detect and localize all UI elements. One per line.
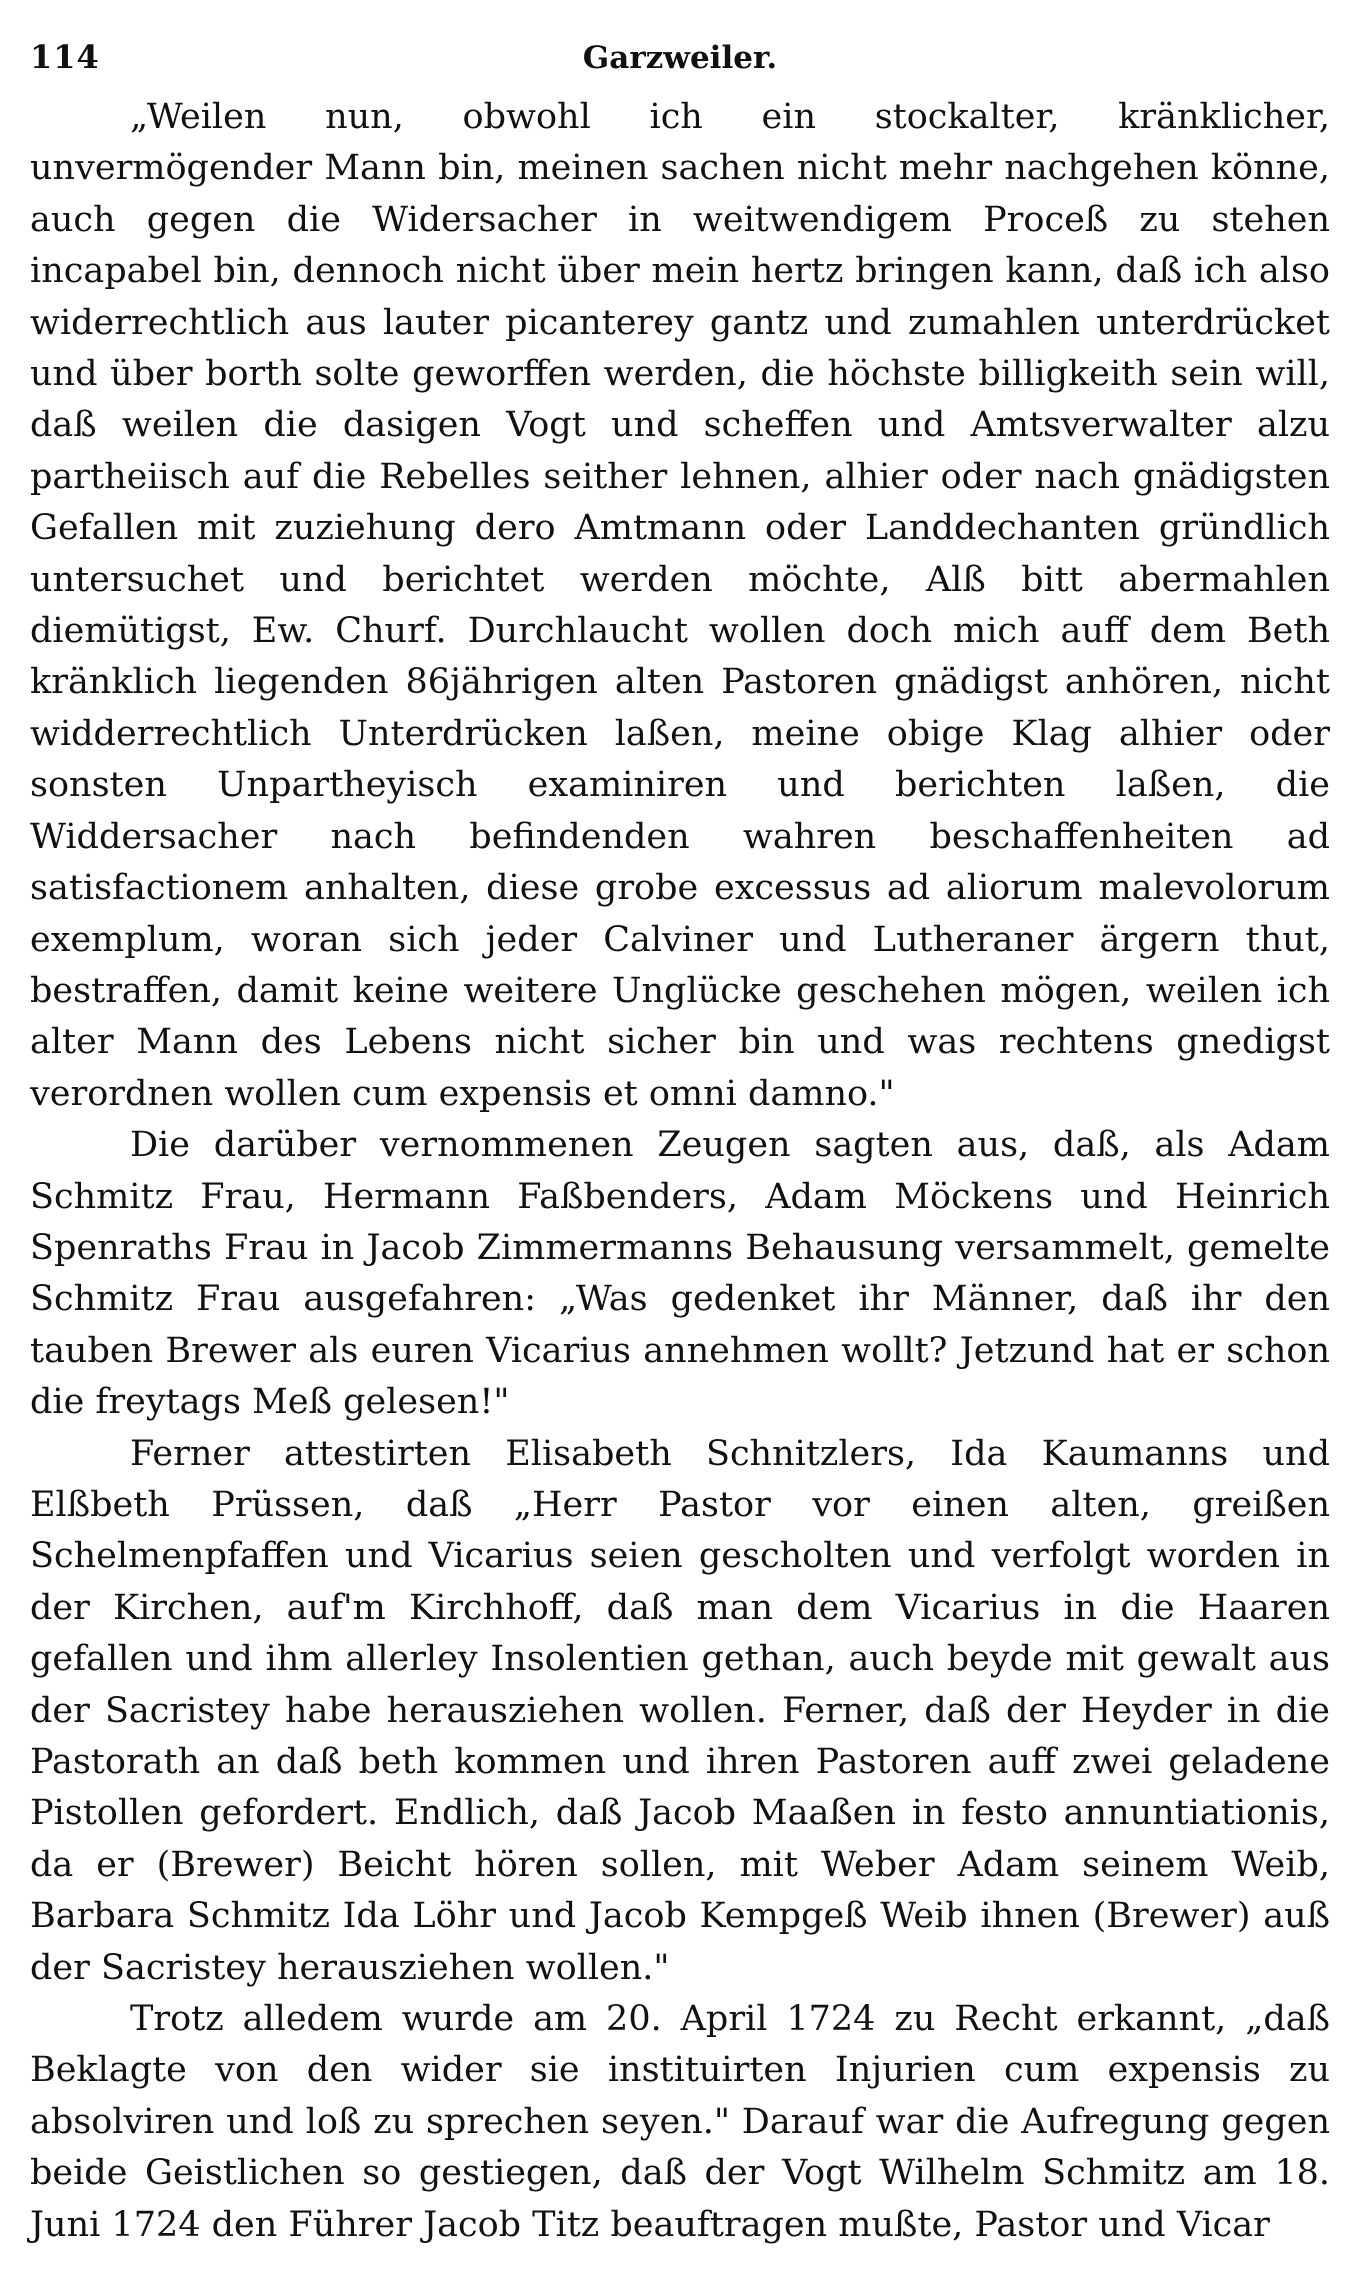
page-number: 114 xyxy=(30,38,100,76)
body-text xyxy=(30,92,1330,2251)
page-header xyxy=(30,30,1330,80)
paragraph-witnesses: Die darüber vernommenen Zeugen sagten aus, daß, als Adam Schmitz Frau, Hermann Faßbenders, Adam Möckens und Heinrich Spenraths Frau in Jacob Zimmermanns Behausung versammelt, gemelte Schmitz Frau ausgefahren: „Was gedenket ihr Männer, daß ihr den tauben Brewer als euren Vicarius annehmen wollt? Jetzund hat er schon die freytags Meß gelesen!" xyxy=(30,1125,1330,1423)
running-head: Garzweiler. xyxy=(582,40,778,76)
paragraph-verdict: Trotz alledem wurde am 20. April 1724 zu Recht erkannt, „daß Beklagte von den wider sie instituirten Injurien cum expensis zu absolviren und loß zu sprechen seyen." Darauf war die Aufregung gegen beide Geistlichen so gestiegen, daß der Vogt Wilhelm Schmitz am 18. Juni 1724 den Führer Jacob Titz beauftragen mußte, Pastor und Vicar xyxy=(30,1999,1330,2245)
paragraph-petition: „Weilen nun, obwohl ich ein stockalter, kränklicher, unvermögender Mann bin, meinen sachen nicht mehr nachgehen könne, auch gegen die Widersacher in weitwendigem Proceß zu stehen incapabel bin, dennoch nicht über mein hertz bringen kann, daß ich also widerrechtlich aus lauter picanterey gantz und zumahlen unterdrücket und über borth solte geworffen werden, die höchste billigkeith sein will, daß weilen die dasigen Vogt und scheffen und Amtsverwalter alzu partheiisch auf die Rebelles seither lehnen, alhier oder nach gnädigsten Gefallen mit zuziehung dero Amtmann oder Landdechanten gründlich untersuchet und berichtet werden möchte, Alß bitt abermahlen diemütigst, Ew. Churf. Durchlaucht wollen doch mich auff dem Beth kränklich liegenden 86jährigen alten Pastoren gnädigst anhören, nicht widderrechtlich Unterdrücken laßen, meine obige Klag alhier oder sonsten Unpartheyisch examiniren und berichten laßen, die Widdersacher nach befindenden wahren beschaffenheiten ad satisfactionem anhalten, diese grobe excessus ad aliorum malevolorum exemplum, woran sich jeder Calviner und Lutheraner ärgern thut, bestraffen, damit keine weitere Unglücke geschehen mögen, weilen ich alter Mann des Lebens nicht sicher bin und was rechtens gnedigst verordnen wollen cum expensis et omni damno." xyxy=(30,97,1330,1114)
document-page xyxy=(30,30,1330,2260)
paragraph-attestation: Ferner attestirten Elisabeth Schnitzlers, Ida Kaumanns und Elßbeth Prüssen, daß „Herr Pastor vor einen alten, greißen Schelmenpfaffen und Vicarius seien gescholten und verfolgt worden in der Kirchen, auf'm Kirchhoff, daß man dem Vicarius in die Haaren gefallen und ihm allerley Insolentien gethan, auch beyde mit gewalt aus der Sacristey habe herausziehen wollen. Ferner, daß der Heyder in die Pastorath an daß beth kommen und ihren Pastoren auff zwei geladene Pistollen gefordert. Endlich, daß Jacob Maaßen in festo annuntiationis, da er (Brewer) Beicht hören sollen, mit Weber Adam seinem Weib, Barbara Schmitz Ida Löhr und Jacob Kempgeß Weib ihnen (Brewer) auß der Sacristey herausziehen wollen." xyxy=(30,1433,1330,1988)
